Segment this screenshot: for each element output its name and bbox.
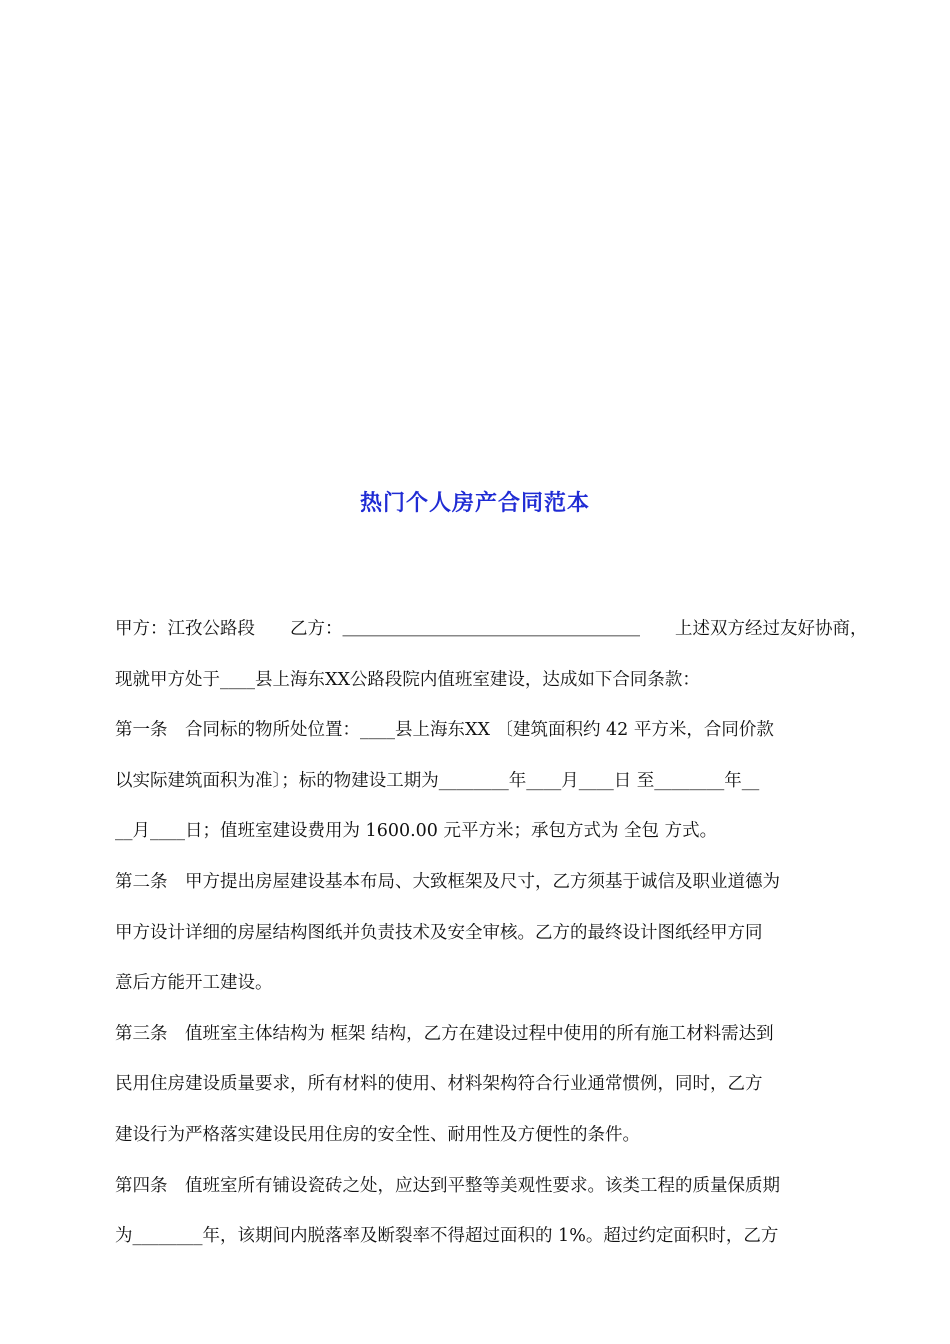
- paragraph-line: 第二条 甲方提出房屋建设基本布局、大致框架及尺寸，乙方须基于诚信及职业道德为: [115, 871, 780, 892]
- paragraph-line: 第一条 合同标的物所处位置：____县上海东XX 〔建筑面积约 42 平方米，合同价款: [115, 720, 774, 741]
- paragraph-line: 为________年，该期间内脱落率及断裂率不得超过面积的 1%。超过约定面积时，乙方: [115, 1226, 779, 1247]
- paragraph-line: 甲方设计详细的房屋结构图纸并负责技术及安全审核。乙方的最终设计图纸经甲方同: [115, 922, 763, 943]
- paragraph-line: 民用住房建设质量要求，所有材料的使用、材料架构符合行业通常惯例，同时，乙方: [115, 1074, 763, 1095]
- paragraph-line: 意后方能开工建设。: [115, 973, 273, 994]
- paragraph-line: 第四条 值班室所有铺设瓷砖之处，应达到平整等美观性要求。该类工程的质量保质期: [115, 1175, 780, 1196]
- paragraph-line: 第三条 值班室主体结构为 框架 结构，乙方在建设过程中使用的所有施工材料需达到: [115, 1023, 774, 1044]
- document-title: 热门个人房产合同范本: [359, 491, 590, 516]
- paragraph-line: __月____日；值班室建设费用为 1600.00 元平方米；承包方式为 全包 方式。: [115, 821, 718, 842]
- paragraph-line: 建设行为严格落实建设民用住房的安全性、耐用性及方便性的条件。: [115, 1124, 640, 1145]
- paragraph-line: 现就甲方处于____县上海东XX公路段院内值班室建设，达成如下合同条款：: [115, 669, 700, 690]
- paragraph-line: 甲方：江孜公路段 乙方：＿＿＿＿＿＿＿＿＿＿＿＿＿＿＿＿＿ 上述双方经过友好协商，: [115, 619, 868, 639]
- document-body: [115, 604, 868, 1262]
- paragraph-line: 以实际建筑面积为准〕；标的物建设工期为________年____月____日 至________年__: [115, 770, 760, 791]
